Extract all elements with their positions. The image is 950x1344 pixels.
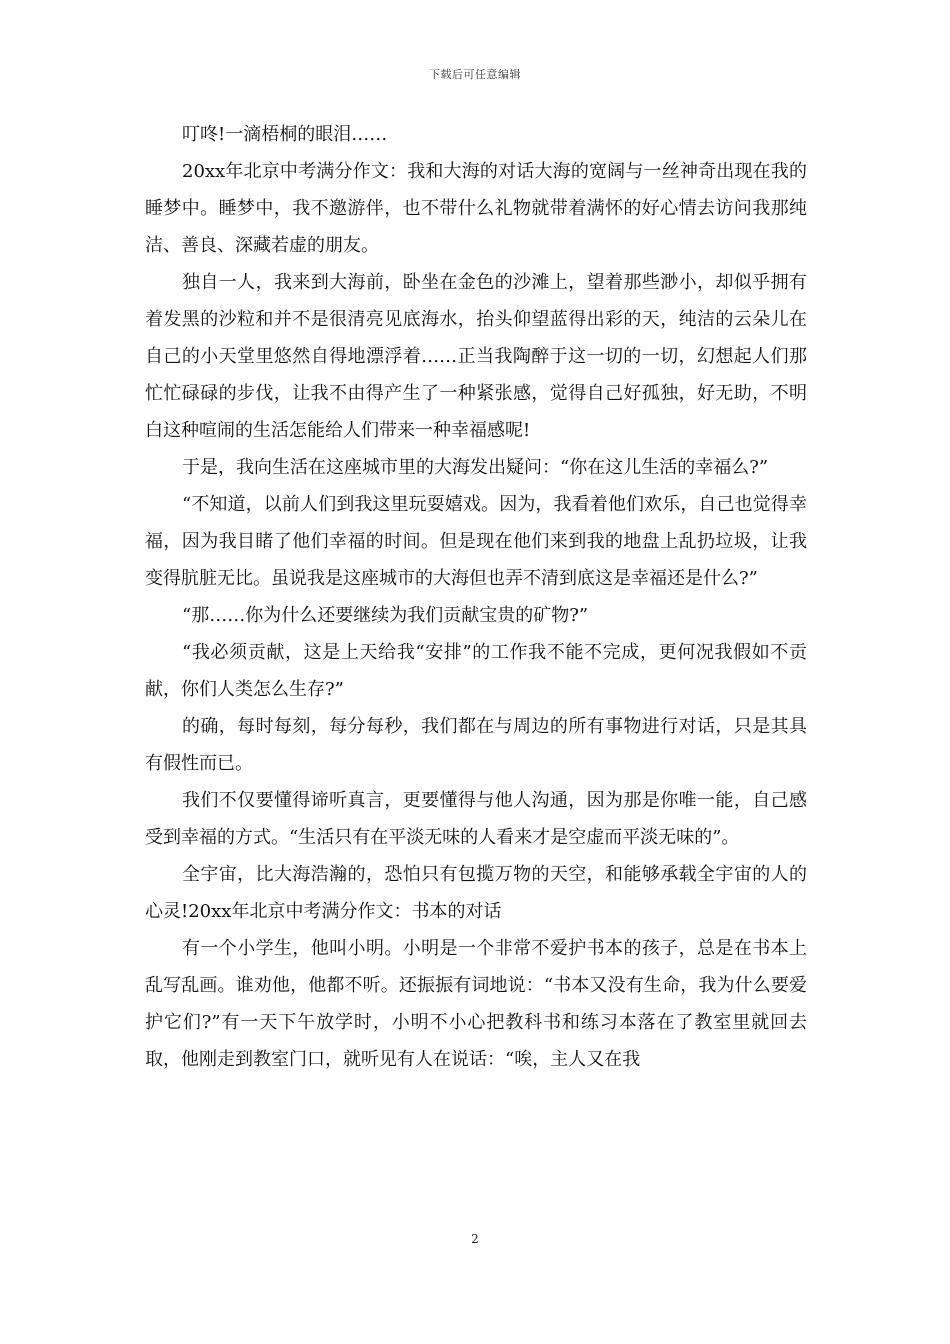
- paragraph-1: 叮咚!一滴梧桐的眼泪……: [182, 124, 388, 145]
- paragraph-10: 全宇宙，比大海浩瀚的，恐怕只有包揽万物的天空，和能够承载全宇宙的人的心灵!20xx年北京中考满分作文：书本的对话: [145, 864, 807, 922]
- paragraph-4: 于是，我向生活在这座城市里的大海发出疑问：“你在这儿生活的幸福么?”: [182, 457, 769, 478]
- paragraph-8: 的确，每时每刻，每分每秒，我们都在与周边的所有事物进行对话，只是其具有假性而已。: [145, 716, 807, 774]
- page-header-note: 下载后可任意编辑: [429, 68, 521, 81]
- paragraph-5: “不知道，以前人们到我这里玩耍嬉戏。因为，我看着他们欢乐，自己也觉得幸福，因为我目睹了他们幸福的时间。但是现在他们来到我的地盘上乱扔垃圾，让我变得肮脏无比。虽说我是这座城市的大海但也弄不清到底这是幸福还是什么?”: [145, 494, 807, 589]
- paragraph-3: 独自一人，我来到大海前，卧坐在金色的沙滩上，望着那些渺小，却似乎拥有着发黑的沙粒和并不是很清亮见底海水，抬头仰望蓝得出彩的天，纯洁的云朵儿在自己的小天堂里悠然自得地漂浮着……正当我陶醉于这一切的一切，幻想起人们那忙忙碌碌的步伐，让我不由得产生了一种紧张感，觉得自己好孤独，好无助，不明白这种喧闹的生活怎能给人们带来一种幸福感呢!: [145, 272, 807, 441]
- paragraph-7: “我必须贡献，这是上天给我“安排”的工作我不能不完成，更何况我假如不贡献，你们人类怎么生存?”: [145, 642, 807, 700]
- paragraph-6: “那……你为什么还要继续为我们贡献宝贵的矿物?”: [182, 605, 589, 626]
- paragraph-2: 20xx年北京中考满分作文：我和大海的对话大海的宽阔与一丝神奇出现在我的睡梦中。睡梦中，我不邀游伴，也不带什么礼物就带着满怀的好心情去访问我那纯洁、善良、深藏若虚的朋友。: [145, 161, 807, 256]
- page-number: 2: [471, 1232, 479, 1246]
- document-body: [145, 116, 807, 1078]
- paragraph-11: 有一个小学生，他叫小明。小明是一个非常不爱护书本的孩子，总是在书本上乱写乱画。谁劝他，他都不听。还振振有词地说：“书本又没有生命，我为什么要爱护它们?”有一天下午放学时，小明不小心把教科书和练习本落在了教室里就回去取，他刚走到教室门口，就听见有人在说话：“唉，主人又在我: [145, 938, 807, 1070]
- paragraph-9: 我们不仅要懂得谛听真言，更要懂得与他人沟通，因为那是你唯一能，自己感受到幸福的方式。“生活只有在平淡无味的人看来才是空虚而平淡无味的”。: [145, 790, 807, 848]
